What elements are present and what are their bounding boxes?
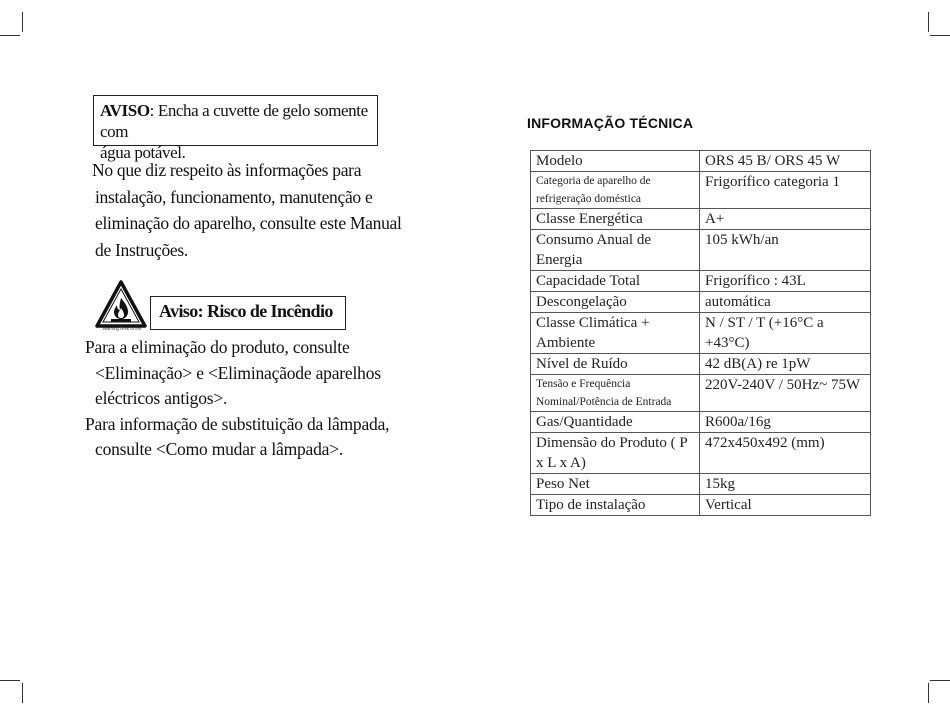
table-row (531, 474, 871, 495)
spec-key: Dimensão do Produto ( P x L x A) (531, 433, 700, 474)
crop-mark (0, 680, 20, 681)
spec-key: Tensão e Frequência Nominal/Potência de Entrada (531, 375, 700, 412)
table-row (531, 313, 871, 354)
spec-key: Capacidade Total (531, 271, 700, 292)
flammable-warning-icon (95, 280, 147, 332)
crop-mark (22, 683, 23, 703)
table-row (531, 495, 871, 516)
spec-value: 220V-240V / 50Hz~ 75W (700, 375, 871, 412)
paragraph-line: eliminação do aparelho, consulte este Manual (95, 213, 402, 233)
table-row (531, 375, 871, 412)
table-row (531, 230, 871, 271)
spec-value: ORS 45 B/ ORS 45 W (700, 151, 871, 172)
spec-value: A+ (700, 209, 871, 230)
spec-key: Peso Net (531, 474, 700, 495)
warning-text: : Encha a cuvette de gelo somente com (100, 101, 368, 141)
spec-key: Gas/Quantidade (531, 412, 700, 433)
paragraph-line: de Instruções. (95, 239, 188, 260)
spec-value: Frigorífico : 43L (700, 271, 871, 292)
spec-value: N / ST / T (+16°C a +43°C) (700, 313, 871, 354)
fire-risk-warning: Aviso: Risco de Incêndio (150, 296, 346, 330)
table-row (531, 271, 871, 292)
spec-value: 105 kWh/an (700, 230, 871, 271)
paragraph-line: instalação, funcionamento, manutenção e (95, 186, 373, 207)
ice-tray-warning (93, 95, 378, 162)
manual-reference-paragraph (92, 157, 422, 263)
spec-key: Classe Energética (531, 209, 700, 230)
spec-value: 472x450x492 (mm) (700, 433, 871, 474)
fire-icon-caption: Warning Risk of fire (102, 326, 142, 331)
spec-key: Modelo (531, 151, 700, 172)
table-row (531, 412, 871, 433)
paragraph-line: <Eliminação> e <Eliminaçãode aparelhos (95, 362, 381, 383)
spec-key: Consumo Anual de Energia (531, 230, 700, 271)
tech-spec-table (530, 150, 871, 516)
spec-value: Frigorífico categoria 1 (700, 172, 871, 209)
paragraph-line: consulte <Como mudar a lâmpada>. (95, 439, 344, 459)
warning-text-line2: água potável. (100, 143, 186, 162)
spec-key: Nível de Ruído (531, 354, 700, 375)
spec-value: automática (700, 292, 871, 313)
paragraph-line: Para informação de substituição da lâmpada, (85, 413, 390, 434)
table-row (531, 292, 871, 313)
spec-value: 42 dB(A) re 1pW (700, 354, 871, 375)
crop-mark (930, 680, 950, 681)
paragraph-line: eléctricos antigos>. (95, 388, 228, 408)
table-row (531, 354, 871, 375)
table-row (531, 209, 871, 230)
tech-info-title: INFORMAÇÃO TÉCNICA (527, 115, 694, 131)
spec-key: Tipo de instalação (531, 495, 700, 516)
table-row (531, 151, 871, 172)
crop-mark (928, 12, 929, 32)
table-row (531, 172, 871, 209)
spec-key: Classe Climática + Ambiente (531, 313, 700, 354)
disposal-paragraph (85, 335, 425, 463)
spec-value: 15kg (700, 474, 871, 495)
spec-key: Descongelação (531, 292, 700, 313)
spec-value: Vertical (700, 495, 871, 516)
paragraph-line: No que diz respeito às informações para (92, 160, 362, 180)
paragraph-line: Para a eliminação do produto, consulte (85, 337, 350, 357)
table-row (531, 433, 871, 474)
crop-mark (928, 683, 929, 703)
crop-mark (930, 35, 950, 36)
spec-value: R600a/16g (700, 412, 871, 433)
warning-label: AVISO (100, 101, 150, 120)
crop-mark (0, 35, 20, 36)
spec-key: Categoria de aparelho de refrigeração doméstica (531, 172, 700, 209)
crop-mark (22, 12, 23, 32)
